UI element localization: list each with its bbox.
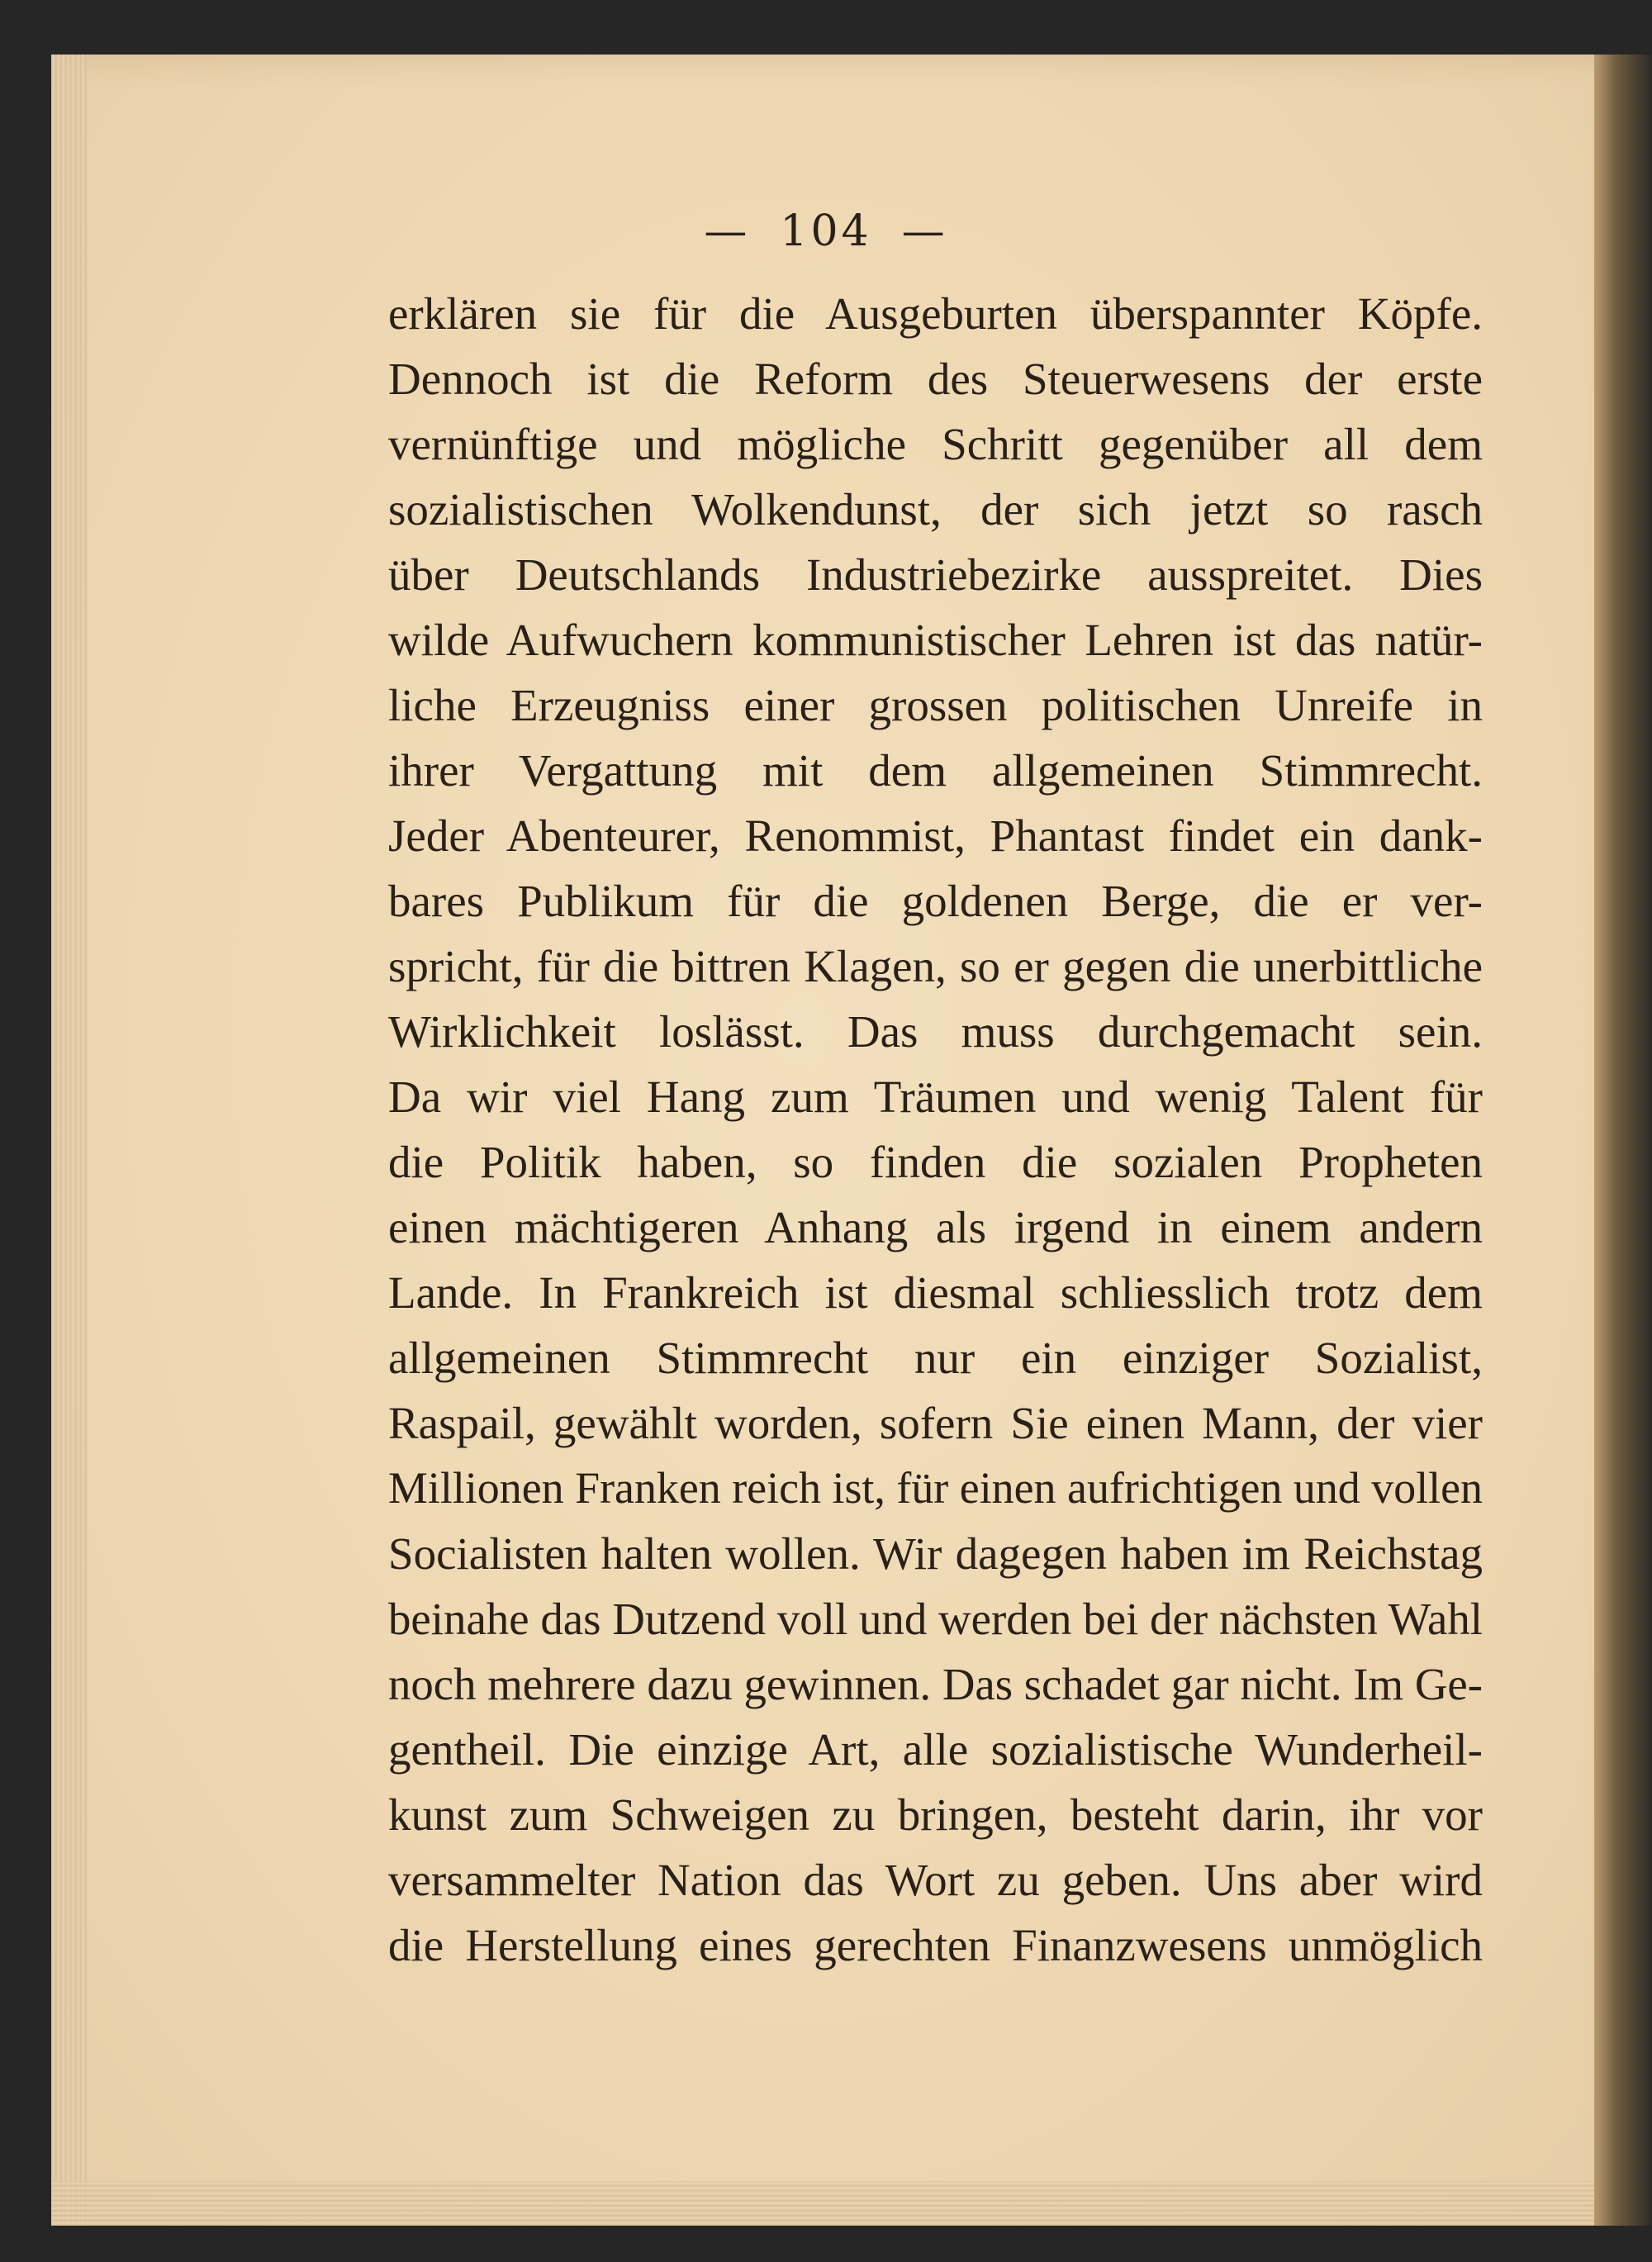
book-gutter: [1594, 55, 1652, 2226]
text-line: beinahe das Dutzend voll und werden bei der nächsten Wahl: [388, 1594, 1483, 1644]
text-line: allgemeinen Stimmrecht nur ein einziger Sozialist,: [388, 1333, 1483, 1383]
text-line: Millionen Franken reich ist, für einen aufrichtigen und vollen: [388, 1463, 1483, 1513]
text-line: Dennoch ist die Reform des Steuerwesens der erste: [388, 354, 1483, 404]
text-line: spricht, für die bittren Klagen, so er gegen die unerbittliche: [388, 941, 1483, 991]
text-line: ihrer Vergattung mit dem allgemeinen Stimmrecht.: [388, 745, 1483, 796]
text-line: gentheil. Die einzige Art, alle sozialistische Wunderheil-: [388, 1724, 1483, 1775]
page-header: [0, 207, 1652, 256]
text-line: vernünftige und mögliche Schritt gegenüber all dem: [388, 419, 1483, 469]
page-number: 104: [780, 207, 872, 256]
text-line: noch mehrere dazu gewinnen. Das schadet gar nicht. Im Ge-: [388, 1659, 1483, 1709]
text-line: über Deutschlands Industriebezirke ausspreitet. Dies: [388, 549, 1483, 600]
page-edges-left: [51, 55, 88, 2226]
text-line: wilde Aufwuchern kommunistischer Lehren ist das natür-: [388, 615, 1483, 665]
text-line: kunst zum Schweigen zu bringen, besteht darin, ihr vor: [388, 1789, 1483, 1840]
text-line: Wirklichkeit loslässt. Das muss durchgemacht sein.: [388, 1006, 1483, 1057]
text-line: Lande. In Frankreich ist diesmal schliesslich trotz dem: [388, 1267, 1483, 1318]
text-line: bares Publikum für die goldenen Berge, die er ver-: [388, 876, 1483, 926]
text-line: erklären sie für die Ausgeburten überspannter Köpfe.: [388, 288, 1483, 339]
text-line: Jeder Abenteurer, Renommist, Phantast findet ein dank-: [388, 810, 1483, 861]
text-line: einen mächtigeren Anhang als irgend in einem andern: [388, 1202, 1483, 1252]
text-line: liche Erzeugniss einer grossen politischen Unreife in: [388, 680, 1483, 730]
text-line: Da wir viel Hang zum Träumen und wenig Talent für: [388, 1072, 1483, 1122]
body-text: [388, 281, 1483, 1978]
text-line: versammelter Nation das Wort zu geben. Uns aber wird: [388, 1855, 1483, 1905]
page-edges-bottom: [51, 2181, 1617, 2226]
header-dash-right: —: [901, 207, 948, 256]
text-line: die Politik haben, so finden die sozialen Propheten: [388, 1137, 1483, 1187]
text-line: sozialistischen Wolkendunst, der sich jetzt so rasch: [388, 484, 1483, 535]
text-line: die Herstellung eines gerechten Finanzwesens unmöglich: [388, 1920, 1483, 1970]
text-line: Socialisten halten wollen. Wir dagegen haben im Reichstag: [388, 1528, 1483, 1579]
text-line: Raspail, gewählt worden, sofern Sie einen Mann, der vier: [388, 1398, 1483, 1448]
header-dash-left: —: [704, 207, 751, 256]
